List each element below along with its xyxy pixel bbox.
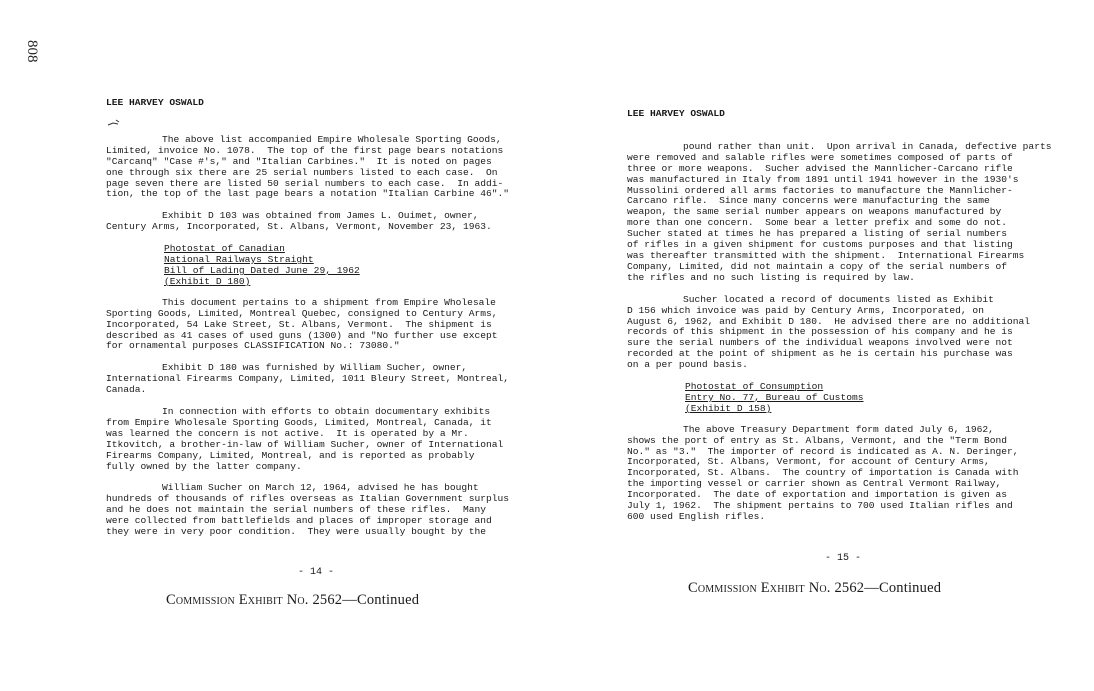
text-line: This document pertains to a shipment from Empire Wholesale [162,296,496,308]
right-exhibit-heading [685,382,1037,415]
text-line: and he does not maintain the serial numbers of these rifles. Many [106,504,486,516]
text-line: Incorporated, 54 Lake Street, St. Albans, Vermont. The shipment is [106,318,492,330]
text-line: August 6, 1962, and Exhibit D 180. He advised there are no additional [627,315,1031,327]
text-line: In connection with efforts to obtain documentary exhibits [162,406,491,418]
text-line: shows the port of entry as St. Albans, Vermont, and the "Term Bond [627,434,1007,446]
paragraph [106,211,506,233]
paragraph [627,295,1037,371]
text-line: the importing vessel or carrier shown as Central Vermont Railway, [627,478,1002,490]
heading-line: (Exhibit D 180) [164,275,251,287]
paragraph [106,298,506,353]
left-folio: - 14 - [298,567,335,578]
text-line: William Sucher on March 12, 1964, advised he has bought [162,482,479,494]
text-line: Incorporated, St. Albans. The country of importation is Canada with [627,467,1019,479]
text-line: Century Arms, Incorporated, St. Albans, Vermont, November 23, 1963. [106,221,492,233]
text-line: The above Treasury Department form dated July 6, 1962, [683,423,994,435]
text-line: from Empire Wholesale Sporting Goods, Limited, Montreal, Canada, it [106,416,492,428]
text-line: Incorporated. The date of exportation and importation is given as [627,489,1007,501]
text-line: International Firearms Company, Limited, 1011 Bleury Street, Montreal, [106,373,510,385]
text-line: Sporting Goods, Limited, Montreal Quebec, consigned to Century Arms, [106,307,498,319]
text-line: described as 41 cases of used guns (1300) and "No further use except [106,329,498,341]
right-folio: - 15 - [825,553,862,564]
text-line: Company, Limited, did not maintain a copy of the serial numbers of [627,260,1007,272]
text-line: July 1, 1962. The shipment pertains to 700 used Italian rifles and [627,500,1013,512]
text-line: pound rather than unit. Upon arrival in Canada, defective parts [683,140,1052,152]
text-line: Itkovitch, a brother-in-law of William Sucher, owner of International [106,438,504,450]
right-caption-number: 2562—Continued [834,580,942,596]
paragraph [106,133,510,200]
text-line: Exhibit D 103 was obtained from James L. Ouimet, owner, [162,210,479,222]
right-paragraphs-top [627,140,1052,371]
handwritten-mark [106,117,506,131]
paragraph [627,425,1037,523]
right-paragraphs-bottom [627,425,1037,523]
text-line: D 156 which invoice was paid by Century Arms, Incorporated, on [627,304,984,316]
text-line: Sucher stated at times he has prepared a listing of serial numbers [627,228,1007,240]
paragraph [106,362,510,396]
left-exhibit-heading [164,244,506,288]
text-line: page seven there are listed 50 serial numbers to each case. In addi- [106,177,504,189]
left-caption-prefix: Commission Exhibit No. [166,592,309,608]
text-line: tion, the top of the last page bears a notation "Italian Carbine 46"." [106,188,510,200]
paragraph [627,140,1052,284]
heading-line: National Railways Straight [164,254,314,266]
text-line: were collected from battlefields and places of improper storage and [106,515,492,527]
text-line: No." as "3." The importer of record is indicated as A. N. Deringer, [627,445,1019,457]
heading-line: Bill of Lading Dated June 29, 1962 [164,264,360,276]
paragraph [106,482,510,538]
text-line: 600 used English rifles. [627,511,766,522]
text-line: more than one concern. Some bear a letter prefix and some do not. [627,217,1007,229]
text-line: of rifles in a given shipment for customs purposes and that listing [627,239,1013,251]
left-page-column [106,97,510,549]
pencil-mark-icon [106,117,126,129]
right-running-header: LEE HARVEY OSWALD [627,108,725,119]
text-line: records of this shipment in the possession of his company and he is [627,326,1013,338]
heading-line: Photostat of Canadian [164,243,285,255]
right-page-column [627,108,1052,534]
text-line: Incorporated, St. Albans, Vermont, for account of Century Arms, [627,456,990,468]
text-line: three or more weapons. Sucher advised the Mannlicher-Carcano rifle [627,162,1013,174]
heading-line: Photostat of Consumption [685,381,824,393]
text-line: the rifles and no such listing is required by law. [627,271,915,283]
text-line: one through six there are 25 serial numbers listed to each case. On [106,166,498,178]
text-line: on a per pound basis. [627,359,748,371]
left-running-header: LEE HARVEY OSWALD [106,97,204,108]
text-line: recorded at the point of shipment as he is certain his purchase was [627,348,1013,360]
text-line: they were in very poor condition. They were usually bought by the [106,526,486,538]
text-line: fully owned by the latter company. [106,460,302,472]
text-line: "Carcanq" "Case #'s," and "Italian Carbines." It is noted on pages [106,155,492,167]
text-line: hundreds of thousands of rifles overseas as Italian Government surplus [106,493,510,505]
text-line: Limited, invoice No. 1078. The top of the first page bears notations [106,144,504,156]
left-caption [166,592,419,609]
text-line: weapon, the same serial number appears on weapons manufactured by [627,206,1002,218]
left-paragraphs-bottom [106,296,510,538]
text-line: Firearms Company, Limited, Montreal, and is reported as probably [106,449,475,461]
text-line: was manufactured in Italy from 1891 until 1941 however in the 1930's [627,173,1019,185]
text-line: Exhibit D 180 was furnished by William Sucher, owner, [162,362,468,374]
text-line: Sucher located a record of documents listed as Exhibit [683,293,994,305]
heading-line: Entry No. 77, Bureau of Customs [685,391,864,403]
text-line: Carcano rifle. Since many concerns were manufacturing the same [627,195,990,207]
page-number: 808 [24,40,40,63]
text-line: Canada. [106,384,147,396]
text-line: was thereafter transmitted with the shipment. International Firearms [627,249,1025,261]
text-line: were removed and salable rifles were sometimes composed of parts of [627,151,1013,163]
text-line: Mussolini ordered all arms factories to manufacture the Mannlicher- [627,184,1013,196]
paragraph [106,407,506,472]
text-line: for ornamental purposes CLASSIFICATION No.: 73080." [106,340,400,352]
text-line: sure the serial numbers of the individual weapons involved were not [627,337,1013,349]
text-line: The above list accompanied Empire Wholesale Sporting Goods, [162,133,502,145]
text-line: was learned the concern is not active. It is operated by a Mr. [106,427,469,439]
left-caption-number: 2562—Continued [312,592,420,608]
left-paragraphs-top [106,133,510,233]
right-caption [688,580,941,597]
right-caption-prefix: Commission Exhibit No. [688,580,831,596]
heading-line: (Exhibit D 158) [685,402,772,414]
